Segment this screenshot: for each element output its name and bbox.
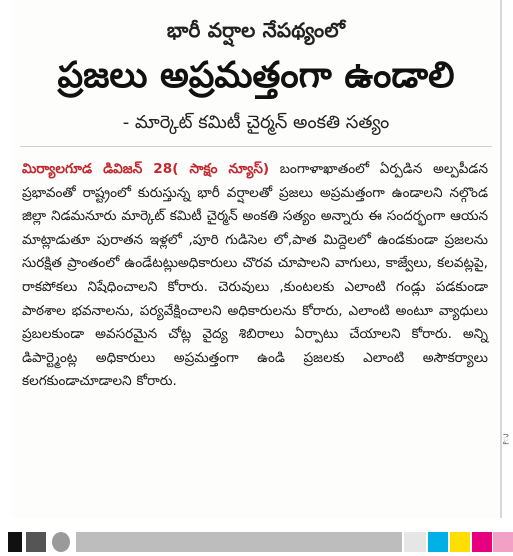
registration-swatch-cyan <box>428 532 448 552</box>
header-divider <box>20 146 492 147</box>
news-clipping <box>12 0 502 518</box>
registration-swatch-yellow <box>450 532 470 552</box>
print-registration-strip <box>0 528 513 556</box>
registration-dot <box>52 532 70 552</box>
registration-swatch-magenta <box>472 532 492 552</box>
adjacent-column-fragment: ై <box>503 433 509 444</box>
article-headline: ప్రజలు అప్రమత్తంగా ఉండాలి <box>57 55 455 96</box>
registration-swatch-black <box>8 532 22 552</box>
article-kicker: భారీ వర్షాల నేపథ్యంలో <box>166 18 346 42</box>
article-body-text: బంగాళాఖాతంలో ఏర్పడిన అల్పపీడన ప్రభావంతో రాష్ట్రంలో కురుస్తున్న భారీ వర్షాలతో ప్రజలు అప్రమత్తంగా ఉండాలని నల్గొండ జిల్లా నిడమనూరు మార్కెట్ కమిటీ చైర్మన్ అంకతి సత్యం అన్నారు ఈ సందర్భంగా ఆయన మాట్లాడుతూ పురాతన ఇళ్లలో ,పూరి గుడిసెల లో,పాత మిద్దెలలో ఉండకుండా ప్రజలను సురక్షిత ప్రాంతంలో ఉండేటట్లుఅధికారులు చొరవ చూపాలని వాగులు, కాజ్వేలు, కలవట్లపై, రాకపోకలు నిషేధించాలని కోరారు. చెరువులు ,కుంటలకు ఎలాంటి గండ్లు పడకుండా పాఠశాల భవనాలను, పర్యవేక్షించాలని అధికారులను కోరారు, ఎలాంటి అంటూ వ్యాధులు ప్రబలకుండా అవసరమైన చోట్ల వైద్య శిబిరాలు ఏర్పాటు చేయాలని కోరారు. అన్ని డిపార్ట్మెంట్ల అధికారులు అప్రమత్తంగా ఉండి ప్రజలకు ఎలాంటి అసౌకర్యాలు కలగకుండాచూడాలని కోరారు. <box>22 161 488 390</box>
registration-swatch-dark <box>26 532 46 552</box>
article-dateline: మిర్యాలగూడ డివిజన్ 28( సాక్షం న్యూస్) <box>22 161 270 177</box>
article-body <box>22 158 488 394</box>
registration-swatch-light <box>404 532 426 552</box>
registration-swatch-pink <box>493 532 513 552</box>
registration-gray-bar <box>76 532 402 552</box>
article-subhead: - మార్కెట్ కమిటీ చైర్మన్ అంకతి సత్యం <box>122 112 390 133</box>
